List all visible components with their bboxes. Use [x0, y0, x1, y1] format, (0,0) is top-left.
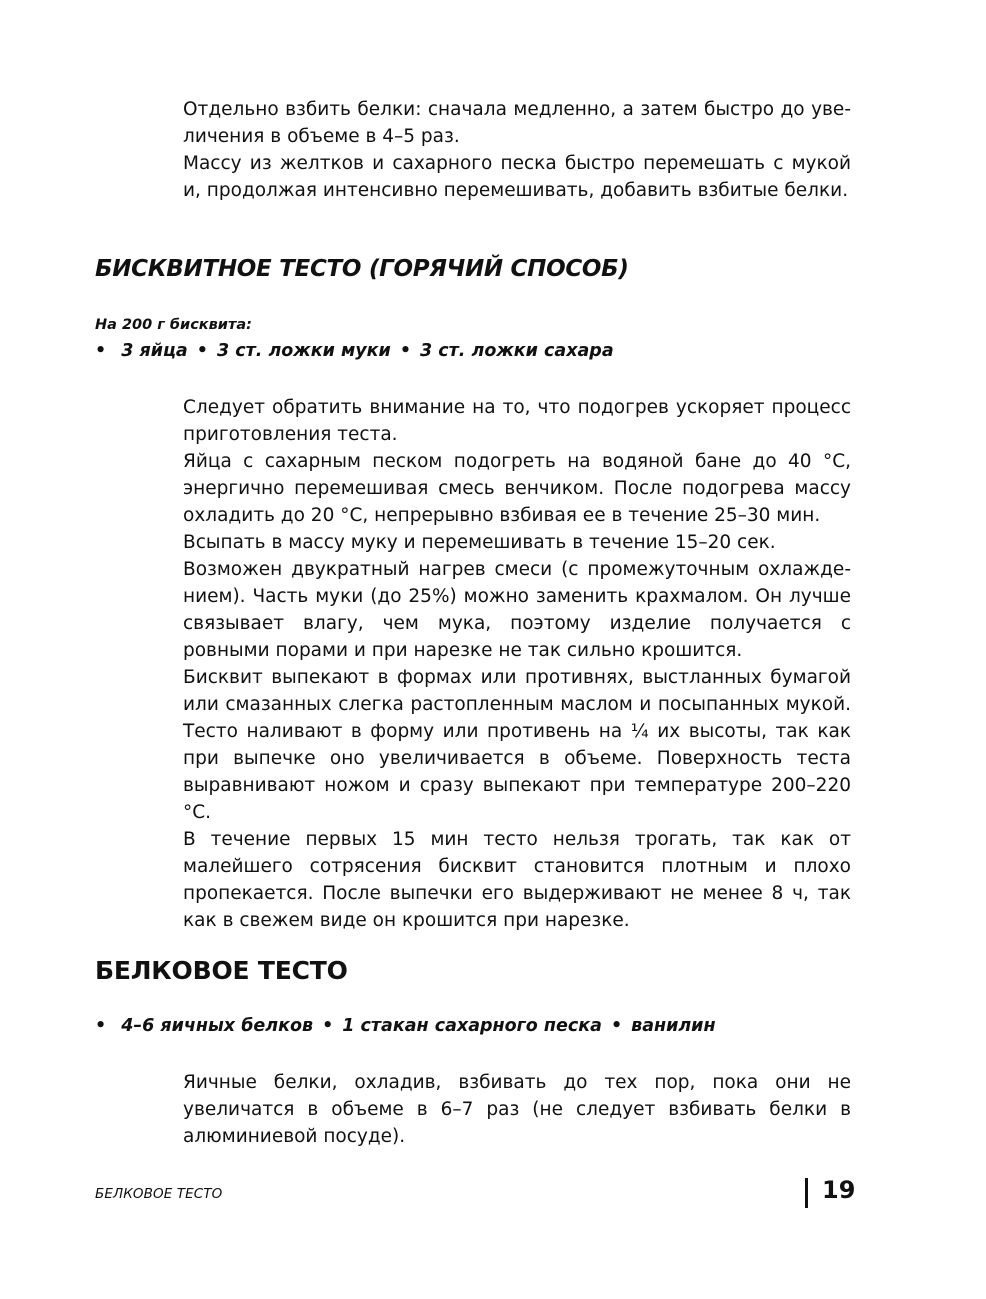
bullet-icon: •: [610, 1016, 623, 1036]
ingredient-item: 4–6 яичных белков: [121, 1016, 314, 1036]
section-title-protein: БЕЛКОВОЕ ТЕСТО: [95, 956, 348, 985]
paragraph: Яйца с сахарным песком подогреть на водяной бане до 40 °С, энергично перемешивая смесь венчиком. После подогрева массу охладить до 20 °С, непрерывно взбивая ее в течение 25–30 мин.: [183, 451, 851, 526]
bullet-icon: •: [322, 1016, 334, 1036]
paragraph: В течение первых 15 мин тесто нельзя трогать, так как от малейшего сотрясения бисквит становится плотным и плохо пропекается. После выпечки его выдерживают не менее 8 ч, так как в свежем виде он крошится при нарезке.: [183, 829, 851, 931]
footer-divider: [805, 1178, 808, 1208]
paragraph: Всыпать в массу муку и перемешивать в течение 15–20 сек.: [183, 532, 776, 553]
ingredient-item: 3 ст. ложки сахара: [420, 341, 614, 361]
paragraph: Массу из желтков и сахарного песка быстро перемешать с мукой и, продолжая интенсивно перемешивать, добавить взбитые белки.: [183, 153, 851, 201]
paragraph: Отдельно взбить белки: сначала медленно, а затем быстро до увеличения в объеме в 4–5 раз.: [183, 99, 851, 147]
ingredients-list-protein: [95, 1016, 716, 1036]
ingredient-item: ванилин: [631, 1016, 716, 1036]
page-number: 19: [822, 1176, 856, 1204]
bullet-icon: •: [95, 1016, 107, 1036]
ingredient-item: 3 ст. ложки муки: [216, 341, 391, 361]
section-title-sponge: БИСКВИТНОЕ ТЕСТО (ГОРЯЧИЙ СПОСОБ): [95, 256, 629, 282]
ingredient-item: 1 стакан сахарного песка: [342, 1016, 602, 1036]
bullet-icon: •: [399, 341, 411, 361]
paragraph: Следует обратить внимание на то, что подогрев ускоряет процесс приготовления теста.: [183, 397, 851, 445]
running-footer-section: БЕЛКОВОЕ ТЕСТО: [95, 1186, 223, 1202]
paragraph: Яичные белки, охладив, взбивать до тех пор, пока они не увеличатся в объеме в 6–7 раз (не следует взбивать белки в алюминиевой посуде).: [183, 1072, 851, 1147]
sponge-text: [183, 394, 851, 934]
bullet-icon: •: [95, 341, 107, 361]
yield-label: На 200 г бисквита:: [95, 317, 252, 333]
ingredients-list-sponge: [95, 341, 614, 361]
ingredient-item: 3 яйца: [121, 341, 188, 361]
intro-text: [183, 96, 851, 204]
protein-text: [183, 1069, 851, 1150]
paragraph: Бисквит выпекают в формах или противнях, выстланных бумагой или смазанных слегка растопленным маслом и посыпанных мукой. Тесто наливают в форму или противень на ¼ их высоты, так как при выпечке оно увеличивается в объеме. Поверхность теста выравнивают ножом и сразу выпекают при температуре 200–220 °С.: [183, 667, 851, 823]
paragraph: Возможен двукратный нагрев смеси (с промежуточным охлаждением). Часть муки (до 25%) можно заменить крахмалом. Он лучше связывает влагу, чем мука, поэтому изделие получается с ровными порами и при нарезке не так сильно крошится.: [183, 559, 851, 661]
bullet-icon: •: [196, 341, 208, 361]
